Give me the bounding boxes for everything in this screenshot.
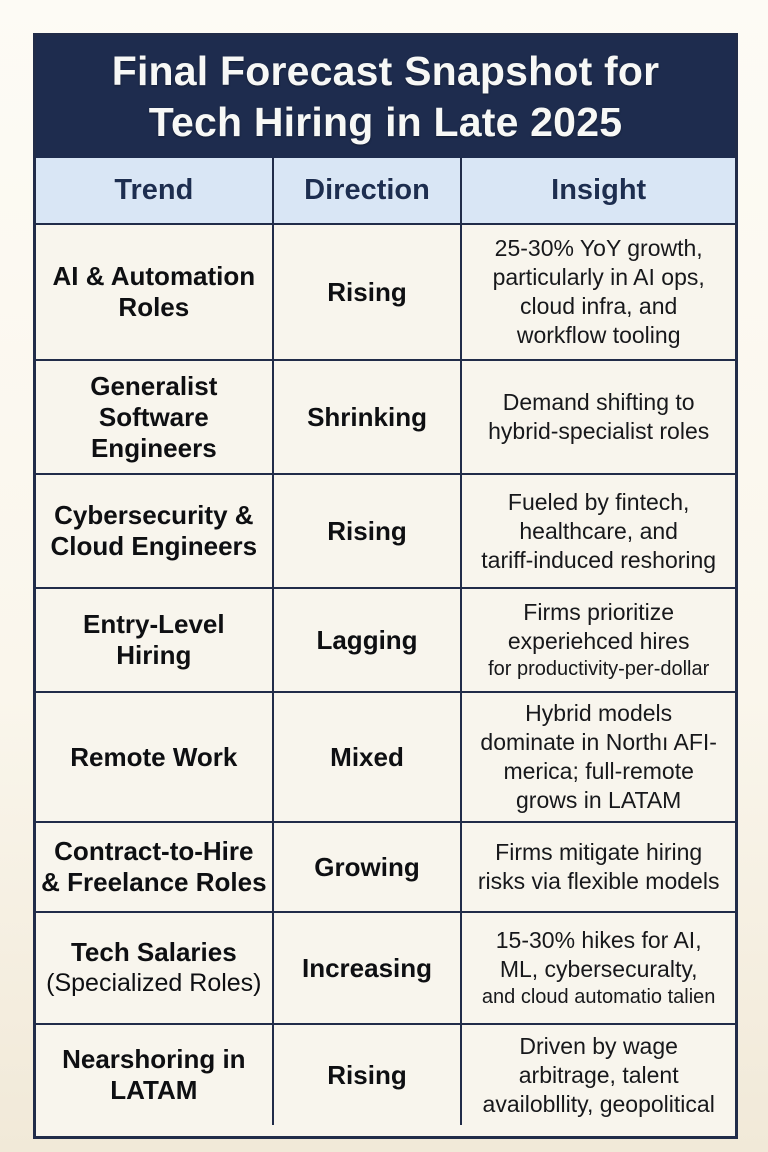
direction-text: Shrinking [307, 401, 427, 432]
direction-cell [274, 475, 463, 587]
insight-text: experiehced hires [507, 628, 690, 654]
page-title-line2: Tech Hiring in Late 2025 [148, 99, 623, 145]
trend-text: Nearshoring in [62, 1044, 246, 1074]
insight-text: 15-30% hikes for AI, [495, 927, 702, 953]
insight-text: Fueled by fintech, [507, 488, 690, 515]
insight-cell [462, 913, 735, 1023]
title-banner [36, 36, 735, 158]
insight-text: ML, cybersecuralty, [499, 956, 698, 982]
trend-text: LATAM [110, 1075, 198, 1105]
insight-text: Driven by wage [519, 1032, 678, 1059]
trend-text: Cloud Engineers [50, 531, 258, 561]
insight-text: hybrid-specialist roles [488, 418, 710, 444]
insight-text: Demand shifting to [502, 389, 695, 415]
insight-text: arbitrage, talent [518, 1061, 679, 1088]
insight-text: and cloud automatio talien [481, 986, 716, 1008]
trend-cell [36, 361, 274, 473]
direction-cell [274, 693, 463, 821]
page-title-line1: Final Forecast Snapshot for [111, 48, 660, 94]
table-row [36, 823, 735, 913]
trend-text: Generalist [90, 370, 218, 401]
table-row [36, 475, 735, 589]
trend-text: Tech Salaries [70, 937, 237, 967]
trend-text: Contract-to-Hire [54, 836, 254, 866]
direction-text: Rising [327, 515, 407, 546]
insight-text: healthcare, and [519, 517, 678, 544]
direction-cell [274, 823, 463, 911]
column-header-insight: Insight [551, 174, 647, 206]
table-row [36, 913, 735, 1025]
table-row [36, 225, 735, 361]
insight-text: particularly in AI ops, [492, 264, 705, 290]
column-header-trend: Trend [36, 158, 274, 223]
insight-text: cloud infra, and [520, 293, 678, 319]
insight-cell [462, 475, 735, 587]
insight-cell [462, 589, 735, 691]
direction-text: Rising [327, 276, 407, 307]
trend-text: Entry-Level [83, 609, 225, 639]
trend-text: AI & Automation [52, 261, 256, 291]
trend-text: Software [98, 401, 209, 432]
insight-text: 25-30% YoY growth, [494, 235, 703, 261]
insight-text: risks via flexible models [477, 868, 720, 894]
trend-text: (Specialized Roles) [46, 969, 262, 997]
direction-text: Increasing [301, 952, 433, 983]
direction-text: Growing [314, 851, 420, 882]
insight-text: dominate in Northı AFI- [480, 729, 717, 755]
trend-cell [36, 693, 274, 821]
direction-cell [274, 225, 463, 359]
trend-text: Roles [118, 292, 190, 322]
direction-cell [274, 1025, 463, 1125]
insight-cell [462, 361, 735, 473]
trend-cell [36, 913, 274, 1023]
forecast-table-card [33, 33, 738, 1139]
insight-cell [462, 693, 735, 821]
column-header-direction: Direction [274, 158, 463, 223]
insight-text: Hybrid models [525, 700, 673, 726]
table-row [36, 589, 735, 693]
insight-text: Firms mitigate hiring [495, 839, 703, 865]
insight-text: merica; full-remote [503, 758, 694, 784]
trend-cell [36, 823, 274, 911]
insight-cell [462, 823, 735, 911]
direction-cell [274, 913, 463, 1023]
insight-cell [462, 1025, 735, 1125]
insight-text: availobllity, geopolitical [482, 1090, 715, 1117]
direction-cell [274, 589, 463, 691]
direction-text: Rising [327, 1059, 407, 1090]
insight-text: Firms prioritize [523, 599, 675, 625]
trend-text: Hiring [116, 640, 192, 670]
direction-text: Mixed [330, 741, 404, 772]
insight-text: grows in LATAM [516, 787, 682, 813]
trend-cell [36, 589, 274, 691]
table-row [36, 1025, 735, 1125]
table-row [36, 361, 735, 475]
trend-cell [36, 1025, 274, 1125]
insight-text: tariff-induced reshoring [481, 546, 717, 573]
trend-text: Remote Work [70, 741, 238, 772]
direction-text: Lagging [316, 624, 418, 655]
column-header-row [36, 158, 735, 225]
trend-text: Cybersecurity & [54, 500, 254, 530]
table-row [36, 693, 735, 823]
trend-text: Engineers [90, 432, 217, 463]
direction-cell [274, 361, 463, 473]
insight-cell [462, 225, 735, 359]
insight-text: workflow tooling [516, 322, 681, 348]
insight-text: for productivity-per-dollar [488, 658, 710, 680]
table-body [36, 225, 735, 1125]
trend-cell [36, 225, 274, 359]
trend-text: & Freelance Roles [41, 867, 267, 897]
trend-cell [36, 475, 274, 587]
